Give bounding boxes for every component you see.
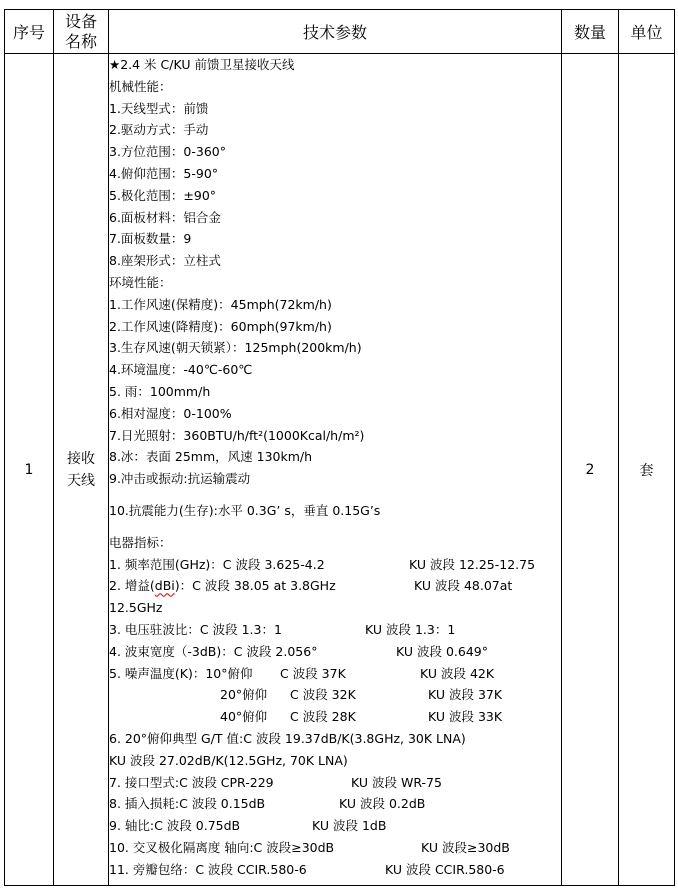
header-name-line1: 设备 [64,11,97,31]
noise-c-value: C 波段 28K [290,709,356,725]
mech-item: 3.方位范围：0-360° [109,144,226,160]
elec-ku-value: KU 波段 0.649° [396,643,488,659]
elec-c-value: 11. 旁瓣包络：C 波段 CCIR.580-6 [109,861,307,877]
header-name [54,10,109,54]
elec-row-6a: 6. 20°俯仰典型 G/T 值:C 波段 19.37dB/K(3.8GHz, 30K LNA) [109,730,466,746]
elec-ku-value: KU 波段 1dB [312,818,387,834]
mech-item: 6.面板材料：铝合金 [109,209,221,225]
noise-c-value: C 波段 32K [290,687,356,703]
elec-ku-value: KU 波段 0.2dB [339,796,426,812]
elec-ku-value: KU 波段 WR-75 [351,774,442,790]
table-row [5,54,675,886]
elec-c-value: 10. 交叉极化隔离度 轴向:C 波段≥30dB [109,839,335,855]
elec-c-value: 3. 电压驻波比：C 波段 1.3：1 [109,621,282,637]
elec-row-9 [109,815,561,837]
header-qty: 数量 [562,10,619,54]
env-item: 6.相对湿度：0-100% [109,405,232,421]
gain-unit-spellcheck: dBi [154,578,175,594]
elec-row-5c [109,706,561,728]
row-name [54,54,109,886]
elec-row-3 [109,619,561,641]
noise-ku-value: KU 波段 37K [428,687,503,703]
param-title: ★2.4 米 C/KU 前馈卫星接收天线 [109,57,295,72]
env-item: 7.日光照射：360BTU/h/ft²(1000Kcal/h/m²) [109,427,365,443]
elec-ku-value: KU 波段 1.3：1 [365,621,456,637]
env-heading: 环境性能： [109,274,172,290]
env-item: 3.生存风速(朝天锁紧）：125mph(200km/h) [109,340,362,356]
elec-row-8 [109,793,561,815]
mech-item: 5.极化范围：±90° [109,187,217,203]
spec-table [4,9,675,886]
mech-item: 7.面板数量：9 [109,231,192,247]
row-name-line2: 天线 [67,472,95,489]
elec-heading: 电器指标： [109,534,172,550]
elec-row-11 [109,859,561,881]
elec-row-1 [109,554,561,576]
elec-row-4 [109,641,561,663]
elec-ku-value: KU 波段 48.07at [414,578,513,594]
elec-row-10 [109,837,561,859]
env-item: 5. 雨：100mm/h [109,383,211,399]
env-item: 8.冰：表面 25mm，风速 130km/h [109,449,313,465]
gain-c-text: )：C 波段 38.05 at 3.8GHz [174,578,336,594]
row-qty: 2 [562,54,619,886]
header-param: 技术参数 [109,10,562,54]
gain-prefix: 2. 增益( [109,578,155,594]
elec-ku-value: KU 波段≥30dB [421,839,510,855]
elec-c-value [109,575,336,597]
noise-c-value: C 波段 37K [280,665,346,681]
elec-c-value: 9. 轴比:C 波段 0.75dB [109,818,241,834]
param-cell [109,54,562,886]
elec-row-5b [109,684,561,706]
elec-row-6b: KU 波段 27.02dB/K(12.5GHz, 70K LNA) [109,752,348,768]
row-no: 1 [5,54,54,886]
elec-row-2-cont: 12.5GHz [109,600,163,616]
noise-ku-value: KU 波段 33K [428,709,503,725]
elec-c-value: 7. 接口型式:C 波段 CPR-229 [109,774,274,790]
header-name-line2: 名称 [64,31,97,51]
noise-label: 5. 噪声温度(K)：10°俯仰 [109,665,253,681]
mech-item: 2.驱动方式：手动 [109,122,209,138]
env-item: 2.工作风速(降精度)：60mph(97km/h) [109,318,332,334]
elec-row-7 [109,772,561,794]
elec-row-5a [109,663,561,685]
mech-item: 4.俯仰范围：5-90° [109,165,219,181]
env-item: 1.工作风速(保精度)：45mph(72km/h) [109,296,332,312]
elec-c-value: 8. 插入损耗:C 波段 0.15dB [109,796,266,812]
row-name-line1: 接收 [67,450,95,467]
elec-ku-value: KU 波段 12.25-12.75 [409,556,536,572]
env-item: 10.抗震能力(生存):水平 0.3G’ s，垂直 0.15G’s [109,502,381,518]
env-item: 4.环境温度：-40℃-60℃ [109,362,253,378]
mech-item: 8.座架形式：立柱式 [109,253,221,269]
elec-ku-value: KU 波段 CCIR.580-6 [385,861,505,877]
env-item: 9.冲击或振动:抗运输震动 [109,471,251,487]
noise-angle: 40°俯仰 [220,709,268,725]
row-unit: 套 [619,54,675,886]
elec-c-value: 4. 波束宽度（-3dB)：C 波段 2.056° [109,643,318,659]
elec-row-2 [109,575,561,597]
mech-item: 1.天线型式：前馈 [109,100,209,116]
noise-ku-value: KU 波段 42K [420,665,495,681]
elec-c-value: 1. 频率范围(GHz)：C 波段 3.625-4.2 [109,556,325,572]
header-unit: 单位 [619,10,675,54]
header-row [5,10,675,54]
header-no: 序号 [5,10,54,54]
noise-angle: 20°俯仰 [220,687,268,703]
mech-heading: 机械性能： [109,78,172,94]
